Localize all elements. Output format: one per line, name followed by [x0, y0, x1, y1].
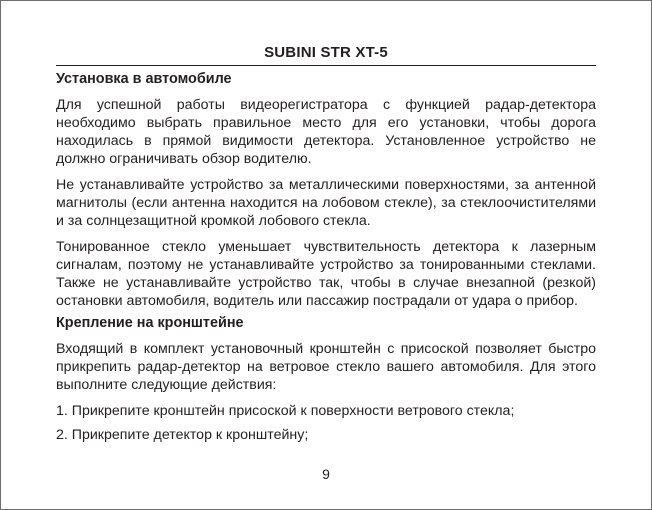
- header-title: SUBINI STR XT-5: [264, 44, 388, 61]
- installation-paragraph-1: Для успешной работы видеорегистратора с функцией радар-детектора необходимо выбрать правильное место для его установки, чтобы дорога находилась в прямой видимости детектора. Установленное устройство не должно ограничивать обзор водителю.: [56, 97, 596, 167]
- header-rule: [56, 65, 596, 66]
- mounting-paragraph-1: Входящий в комплект установочный кронштейн с присоской позволяет быстро прикрепить радар-детектор на ветровое стекло вашего автомобиля. Для этого выполните следующие действия:: [56, 341, 596, 393]
- installation-paragraph-2: Не устанавливайте устройство за металлическими поверхностями, за антенной магнитолы (если антенна находится на лобовом стекле), за стеклоочистителями и за солнцезащитной кромкой лобового стекла.: [56, 177, 596, 229]
- page-number: 9: [322, 466, 330, 482]
- mounting-heading: Крепление на кронштейне: [56, 315, 244, 331]
- mounting-step-1: 1. Прикрепите кронштейн присоской к поверхности ветрового стекла;: [56, 403, 515, 419]
- mounting-step-2: 2. Прикрепите детектор к кронштейну;: [56, 427, 309, 443]
- installation-paragraph-3: Тонированное стекло уменьшает чувствительность детектора к лазерным сигналам, поэтому не устанавливайте устройство за тонированными стеклами. Также не устанавливайте устройство так, чтобы в случае внезапной (резкой) остановки автомобиля, водитель или пассажир пострадали от удара о прибор.: [56, 239, 596, 309]
- installation-heading: Установка в автомобиле: [56, 71, 232, 87]
- page-content: [56, 70, 596, 450]
